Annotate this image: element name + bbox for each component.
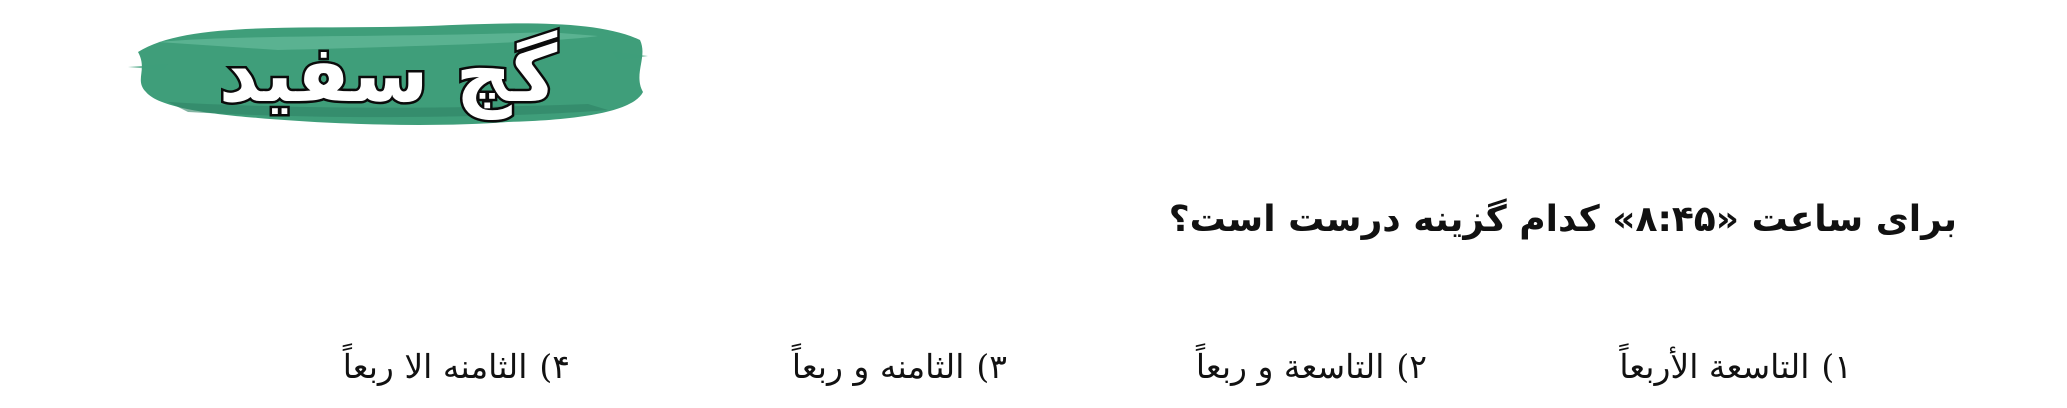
brand-logo: [128, 12, 648, 147]
question-text: برای ساعت «۸:۴۵» کدام گزینه درست است؟: [1168, 199, 1957, 240]
option-2-number: ۲): [1396, 347, 1427, 386]
option-2-label: التاسعة و ربعاً: [1195, 347, 1385, 386]
option-4[interactable]: [343, 345, 570, 389]
option-1-label: التاسعة الأربعاً: [1619, 347, 1810, 386]
option-3-number: ۳): [976, 347, 1007, 386]
option-3[interactable]: [792, 345, 1007, 389]
option-1-number: ۱): [1821, 347, 1852, 386]
option-1[interactable]: [1619, 345, 1852, 389]
option-4-label: الثامنه الا ربعاً: [342, 347, 528, 386]
option-4-number: ۴): [539, 347, 570, 386]
option-2[interactable]: [1196, 345, 1427, 389]
option-3-label: الثامنه و ربعاً: [791, 347, 965, 386]
logo-text: گچ سفید: [218, 30, 558, 120]
